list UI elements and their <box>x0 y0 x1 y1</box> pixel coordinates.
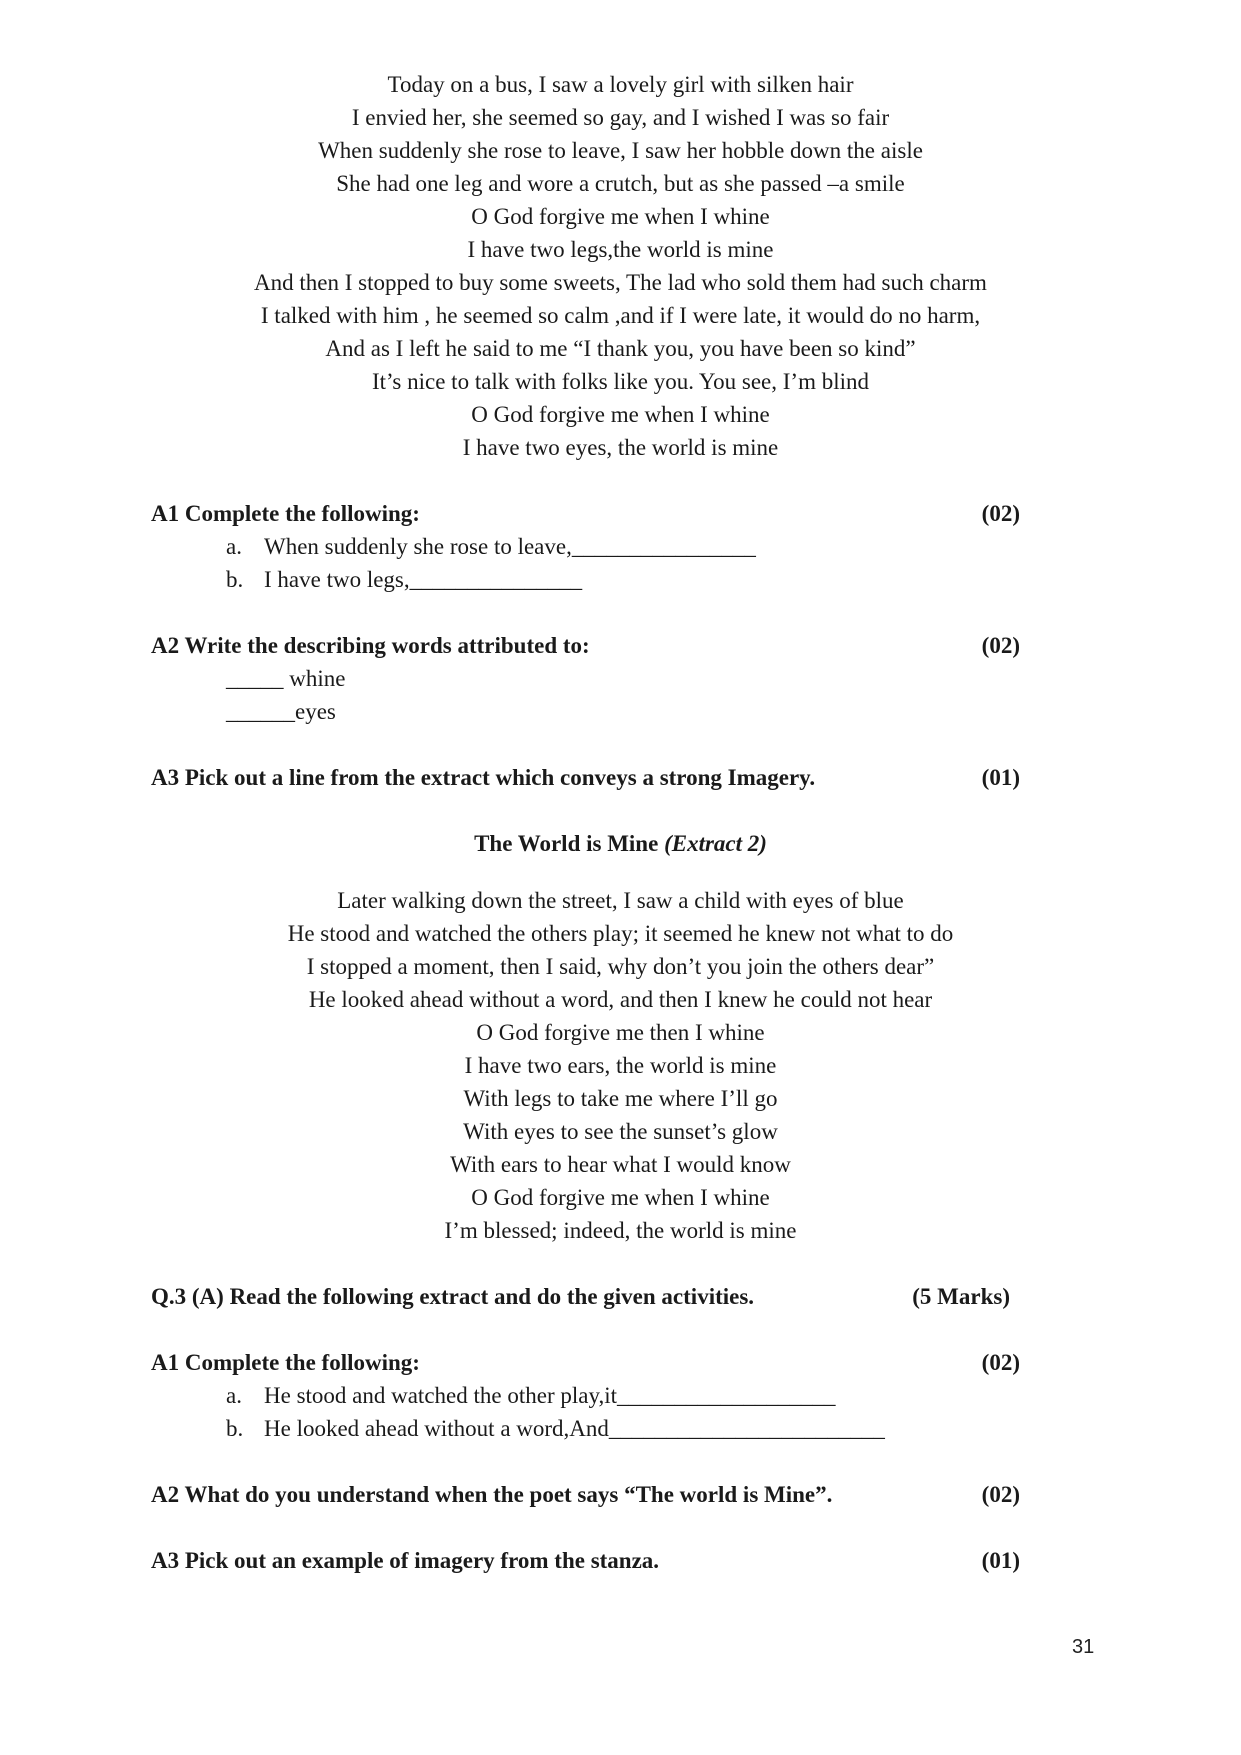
item-label: b. <box>226 567 244 592</box>
poem-line: I have two legs,the world is mine <box>467 237 774 262</box>
question-heading: A3 Pick out a line from the extract which conveys a strong Imagery. <box>151 765 816 790</box>
question-q3-a2 <box>151 1478 1020 1511</box>
poem-line: O God forgive me when I whine <box>471 204 770 229</box>
question-marks: (02) <box>981 1350 1020 1375</box>
poem-line: I have two ears, the world is mine <box>464 1053 777 1078</box>
question-q3-a1 <box>151 1346 1020 1379</box>
question-item <box>226 1412 1241 1445</box>
question-heading: A1 Complete the following: <box>151 501 420 526</box>
item-text: He stood and watched the other play,it___________________ <box>264 1383 836 1408</box>
question-a1 <box>151 497 1020 530</box>
page-number: 31 <box>1072 1636 1095 1658</box>
question-heading: A2 What do you understand when the poet says “The world is Mine”. <box>151 1482 833 1507</box>
poem-line: With eyes to see the sunset’s glow <box>463 1119 778 1144</box>
poem-line: O God forgive me when I whine <box>471 402 770 427</box>
question-a3 <box>151 761 1020 794</box>
poem-line: Later walking down the street, I saw a child with eyes of blue <box>337 888 904 913</box>
question-item <box>226 563 1241 596</box>
question-marks: (01) <box>981 765 1020 790</box>
poem-line: He stood and watched the others play; it seemed he knew not what to do <box>287 921 954 946</box>
question-marks: (5 Marks) <box>912 1284 1010 1309</box>
poem-line: It’s nice to talk with folks like you. You see, I’m blind <box>371 369 869 394</box>
poem-line: I have two eyes, the world is mine <box>462 435 779 460</box>
question-item: ______eyes <box>226 699 336 724</box>
poem-line: Today on a bus, I saw a lovely girl with silken hair <box>387 72 854 97</box>
poem-line: I’m blessed; indeed, the world is mine <box>444 1218 797 1243</box>
question-heading: A2 Write the describing words attributed to: <box>151 633 590 658</box>
poem-line: With ears to hear what I would know <box>450 1152 791 1177</box>
question-item: _____ whine <box>226 666 346 691</box>
question-item <box>226 530 1241 563</box>
item-label: a. <box>226 1383 242 1408</box>
poem-line: O God forgive me when I whine <box>471 1185 770 1210</box>
poem-line: I stopped a moment, then I said, why don’t you join the others dear” <box>306 954 935 979</box>
poem-line: O God forgive me then I whine <box>476 1020 765 1045</box>
question-q3 <box>151 1280 1020 1313</box>
question-heading: A3 Pick out an example of imagery from the stanza. <box>151 1548 660 1573</box>
question-heading: Q.3 (A) Read the following extract and do the given activities. <box>151 1284 755 1309</box>
question-item <box>226 1379 1241 1412</box>
poem-line: And then I stopped to buy some sweets, The lad who sold them had such charm <box>254 270 987 295</box>
question-marks: (02) <box>981 1482 1020 1507</box>
poem-extract-1 <box>0 68 1241 464</box>
title-main: The World is Mine <box>474 831 665 856</box>
poem-extract-2 <box>0 884 1241 1247</box>
question-marks: (02) <box>981 633 1020 658</box>
question-a2 <box>151 629 1020 662</box>
item-label: b. <box>226 1416 244 1441</box>
question-heading: A1 Complete the following: <box>151 1350 420 1375</box>
poem-line: With legs to take me where I’ll go <box>463 1086 778 1111</box>
question-marks: (02) <box>981 501 1020 526</box>
poem-line: I envied her, she seemed so gay, and I wished I was so fair <box>351 105 890 130</box>
poem-line: When suddenly she rose to leave, I saw her hobble down the aisle <box>318 138 923 163</box>
question-marks: (01) <box>981 1548 1020 1573</box>
question-q3-a3 <box>151 1544 1020 1577</box>
item-label: a. <box>226 534 242 559</box>
title-sub: (Extract 2) <box>664 831 767 856</box>
item-text: When suddenly she rose to leave,________________ <box>264 534 756 559</box>
extract-2-title <box>0 827 1241 860</box>
item-text: He looked ahead without a word,And________________________ <box>264 1416 885 1441</box>
item-text: I have two legs,_______________ <box>264 567 583 592</box>
poem-line: I talked with him , he seemed so calm ,and if I were late, it would do no harm, <box>260 303 981 328</box>
poem-line: He looked ahead without a word, and then I knew he could not hear <box>308 987 933 1012</box>
poem-line: She had one leg and wore a crutch, but as she passed –a smile <box>336 171 905 196</box>
poem-line: And as I left he said to me “I thank you, you have been so kind” <box>325 336 916 361</box>
